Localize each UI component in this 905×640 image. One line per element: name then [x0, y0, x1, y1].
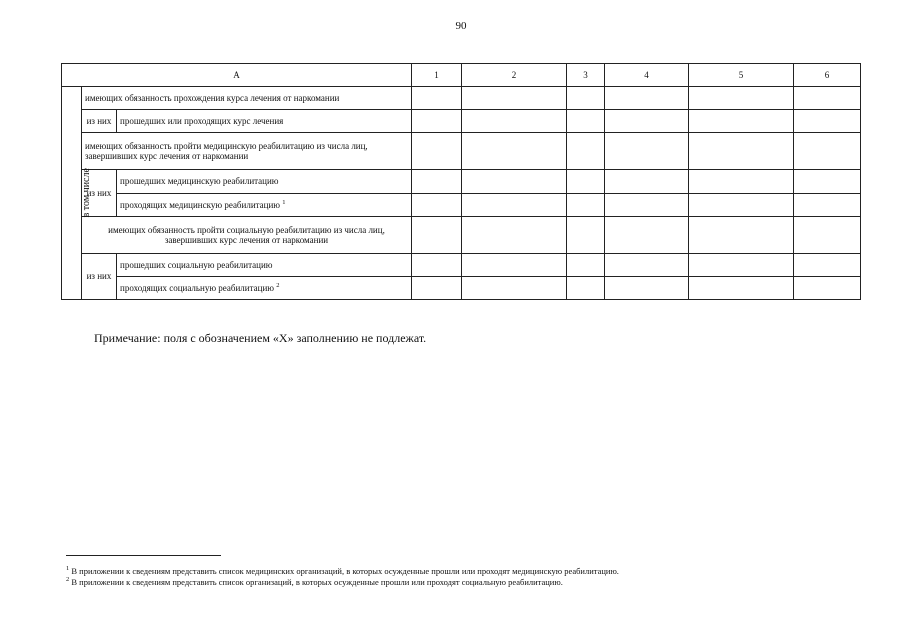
data-cell[interactable] — [412, 87, 462, 110]
footnote-divider — [66, 555, 221, 556]
row-label: проходящих социальную реабилитацию — [120, 283, 274, 294]
data-cell[interactable] — [567, 217, 605, 254]
data-cell[interactable] — [689, 194, 794, 217]
data-cell[interactable] — [412, 170, 462, 194]
data-cell[interactable] — [567, 170, 605, 194]
table-row — [62, 194, 861, 217]
subgroup-label: из них — [82, 254, 117, 300]
data-cell[interactable] — [462, 110, 567, 133]
row-label: имеющих обязанность пройти медицинскую реабилитацию из числа лиц, завершивших курс лечения от наркомании — [82, 133, 412, 170]
data-cell[interactable] — [689, 217, 794, 254]
data-cell[interactable] — [567, 87, 605, 110]
row-label: имеющих обязанность пройти социальную реабилитацию из числа лиц, завершивших курс лечения от наркомании — [82, 217, 412, 254]
row-label-cell — [117, 277, 412, 300]
subgroup-label: из них — [82, 110, 117, 133]
report-table — [61, 63, 861, 300]
subgroup-label: из них — [82, 170, 117, 217]
data-cell[interactable] — [412, 217, 462, 254]
data-cell[interactable] — [605, 133, 689, 170]
footnote — [66, 565, 619, 576]
data-cell[interactable] — [794, 110, 861, 133]
data-cell[interactable] — [794, 254, 861, 277]
footnote-mark: 2 — [66, 576, 70, 583]
data-cell[interactable] — [605, 110, 689, 133]
data-cell[interactable] — [605, 194, 689, 217]
data-cell[interactable] — [567, 194, 605, 217]
data-cell[interactable] — [794, 87, 861, 110]
row-label: прошедших или проходящих курс лечения — [117, 110, 412, 133]
data-cell[interactable] — [605, 87, 689, 110]
row-label: прошедших медицинскую реабилитацию — [117, 170, 412, 194]
data-cell[interactable] — [462, 87, 567, 110]
footnote-mark: 2 — [276, 282, 280, 290]
data-cell[interactable] — [412, 110, 462, 133]
data-cell[interactable] — [567, 254, 605, 277]
header-row — [62, 64, 861, 87]
table-row — [62, 254, 861, 277]
data-cell[interactable] — [605, 254, 689, 277]
row-label-cell — [117, 194, 412, 217]
table-row — [62, 170, 861, 194]
page-number: 90 — [455, 20, 467, 32]
data-cell[interactable] — [689, 87, 794, 110]
row-label: имеющих обязанность прохождения курса лечения от наркомании — [82, 87, 412, 110]
data-cell[interactable] — [794, 277, 861, 300]
col-header-4: 4 — [605, 64, 689, 87]
data-cell[interactable] — [412, 194, 462, 217]
table-row — [62, 217, 861, 254]
row-label: проходящих медицинскую реабилитацию — [120, 200, 281, 211]
data-cell[interactable] — [462, 194, 567, 217]
data-cell[interactable] — [605, 170, 689, 194]
data-cell[interactable] — [412, 254, 462, 277]
col-header-3: 3 — [567, 64, 605, 87]
data-cell[interactable] — [689, 277, 794, 300]
data-cell[interactable] — [567, 133, 605, 170]
data-cell[interactable] — [794, 217, 861, 254]
data-cell[interactable] — [689, 170, 794, 194]
data-cell[interactable] — [605, 217, 689, 254]
data-cell[interactable] — [567, 277, 605, 300]
col-header-1: 1 — [412, 64, 462, 87]
table-row — [62, 133, 861, 170]
data-cell[interactable] — [794, 170, 861, 194]
data-cell[interactable] — [689, 110, 794, 133]
group-label: в том числе — [80, 168, 92, 218]
data-cell[interactable] — [689, 254, 794, 277]
footnote — [66, 576, 563, 587]
data-cell[interactable] — [462, 217, 567, 254]
table-row — [62, 277, 861, 300]
col-header-2: 2 — [462, 64, 567, 87]
data-cell[interactable] — [794, 194, 861, 217]
footnote-text: В приложении к сведениям представить список организаций, в которых осужденные прошли или проходят социальную реабилитацию. — [71, 576, 563, 587]
data-cell[interactable] — [462, 133, 567, 170]
note-text: Примечание: поля с обозначением «Х» заполнению не подлежат. — [94, 331, 427, 345]
data-cell[interactable] — [412, 133, 462, 170]
table-row — [62, 110, 861, 133]
table-row — [62, 87, 861, 110]
row-label: прошедших социальную реабилитацию — [117, 254, 412, 277]
footnote-mark: 1 — [66, 565, 70, 572]
data-cell[interactable] — [462, 170, 567, 194]
data-cell[interactable] — [462, 254, 567, 277]
footnote-text: В приложении к сведениям представить список медицинских организаций, в которых осужденные прошли или проходят медицинскую реабилитацию. — [71, 565, 619, 576]
group-label-cell — [62, 87, 92, 300]
col-header-6: 6 — [794, 64, 861, 87]
footnote-mark: 1 — [282, 199, 286, 207]
data-cell[interactable] — [567, 110, 605, 133]
col-header-a: А — [62, 64, 412, 87]
data-cell[interactable] — [412, 277, 462, 300]
data-cell[interactable] — [794, 133, 861, 170]
data-cell[interactable] — [462, 277, 567, 300]
data-cell[interactable] — [689, 133, 794, 170]
data-cell[interactable] — [605, 277, 689, 300]
col-header-5: 5 — [689, 64, 794, 87]
